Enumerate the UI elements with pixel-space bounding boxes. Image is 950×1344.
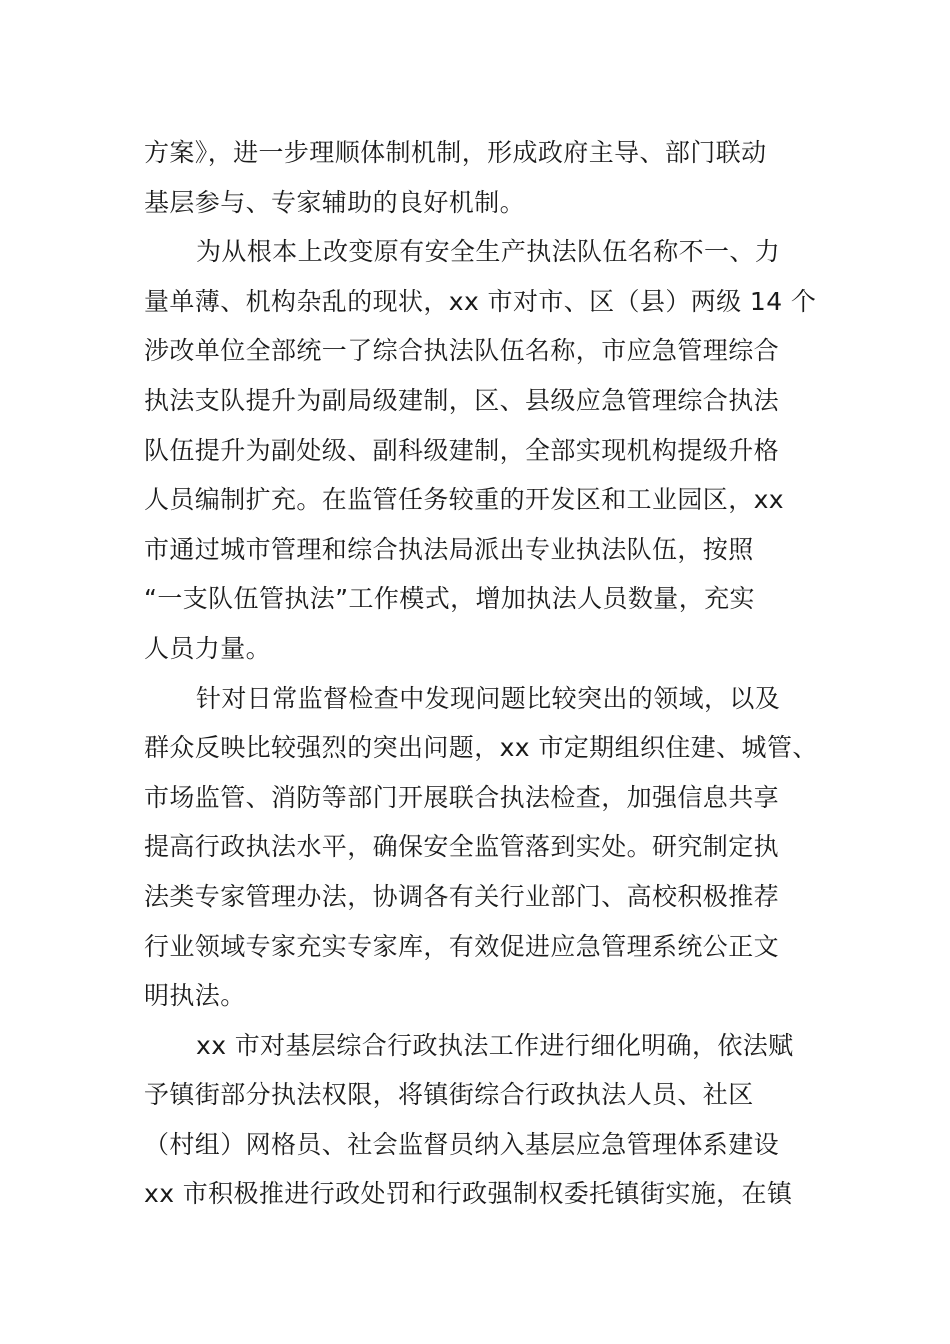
text-line-1: 方案》，进一步理顺体制机制，形成政府主导、部门联动 xyxy=(144,138,767,167)
text-line-3: 为从根本上改变原有安全生产执法队伍名称不一、力 xyxy=(196,237,781,267)
text-line-14: 市场监管、消防等部门开展联合执法检查，加强信息共享 xyxy=(144,782,780,812)
text-line-12: 针对日常监督检查中发现问题比较突出的领域，以及 xyxy=(196,683,781,713)
text-line-11: 人员力量。 xyxy=(144,633,272,663)
document-body xyxy=(144,128,818,1219)
text-line-2: 基层参与、专家辅助的良好机制。 xyxy=(144,187,526,217)
text-line-8: 人员编制扩充。在监管任务较重的开发区和工业园区，xx xyxy=(144,485,784,515)
text-line-17: 行业领域专家充实专家库，有效促进应急管理系统公正文 xyxy=(144,931,780,961)
text-line-21: （村组）网格员、社会监督员纳入基层应急管理体系建设 xyxy=(144,1129,780,1159)
text-line-6: 执法支队提升为副局级建制，区、县级应急管理综合执法 xyxy=(144,385,780,415)
text-line-10: “一支队伍管执法”工作模式，增加执法人员数量，充实 xyxy=(144,584,755,614)
text-line-16: 法类专家管理办法，协调各有关行业部门、高校积极推荐 xyxy=(144,881,780,911)
text-line-4: 量单薄、机构杂乱的现状，xx 市对市、区（县）两级 14 个 xyxy=(144,286,817,316)
text-line-22: xx 市积极推进行政处罚和行政强制权委托镇街实施，在镇 xyxy=(144,1179,793,1209)
text-line-18: 明执法。 xyxy=(144,981,246,1011)
text-line-5: 涉改单位全部统一了综合执法队伍名称，市应急管理综合 xyxy=(144,336,780,366)
text-line-9: 市通过城市管理和综合执法局派出专业执法队伍，按照 xyxy=(144,534,754,564)
text-line-13: 群众反映比较强烈的突出问题，xx 市定期组织住建、城管、 xyxy=(144,733,818,763)
text-line-20: 予镇街部分执法权限，将镇街综合行政执法人员、社区 xyxy=(144,1080,754,1110)
text-line-7: 队伍提升为副处级、副科级建制，全部实现机构提级升格 xyxy=(144,435,780,465)
text-line-15: 提高行政执法水平，确保安全监管落到实处。研究制定执 xyxy=(144,832,780,862)
text-line-19: xx 市对基层综合行政执法工作进行细化明确，依法赋 xyxy=(196,1030,794,1060)
